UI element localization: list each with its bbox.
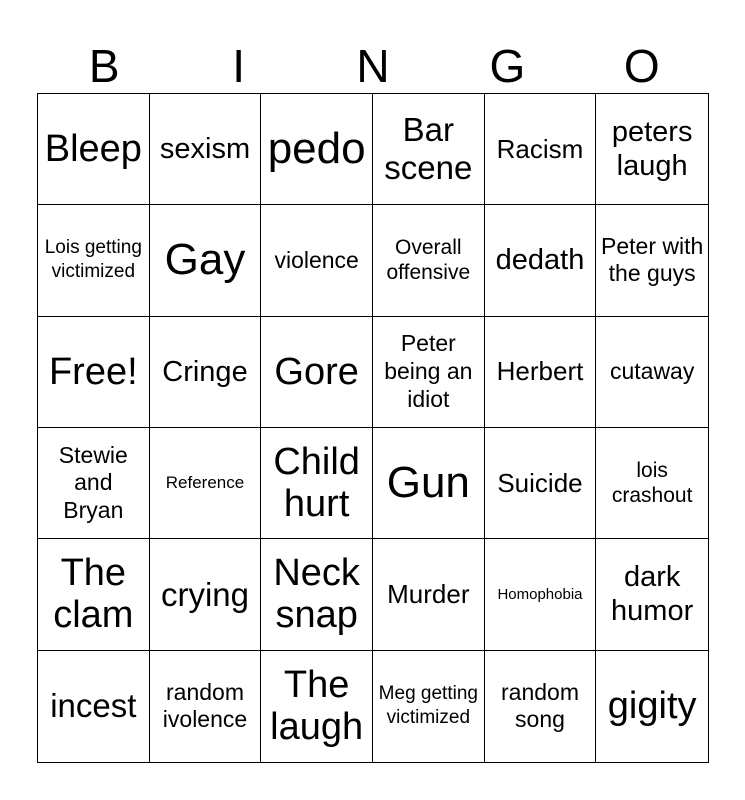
- bingo-cell[interactable]: lois crashout: [596, 428, 708, 539]
- header-letter-g: G: [489, 40, 526, 92]
- bingo-cell[interactable]: gigity: [607, 685, 697, 728]
- bingo-cell[interactable]: Homophobia: [485, 539, 597, 650]
- header-letter-i: I: [232, 40, 245, 92]
- bingo-cell[interactable]: random ivolence: [150, 651, 262, 762]
- bingo-cell[interactable]: Gun: [373, 428, 485, 539]
- bingo-cell[interactable]: pedo: [261, 94, 373, 205]
- bingo-cell[interactable]: Stewie and Bryan: [38, 428, 150, 539]
- bingo-cell[interactable]: Gay: [150, 205, 262, 316]
- bingo-cell[interactable]: Suicide: [485, 428, 597, 539]
- bingo-cell[interactable]: The laugh: [261, 651, 373, 762]
- bingo-cell[interactable]: Meg getting victimized: [373, 651, 485, 762]
- bingo-cell[interactable]: cutaway: [596, 317, 708, 428]
- bingo-cell[interactable]: Overall offensive: [373, 205, 485, 316]
- bingo-cell[interactable]: peters laugh: [596, 94, 708, 205]
- bingo-board: [37, 93, 709, 763]
- bingo-cell[interactable]: Herbert: [485, 317, 597, 428]
- bingo-cell[interactable]: Gore: [261, 317, 373, 428]
- header-letter-o: O: [623, 40, 660, 92]
- header-letter-b: B: [88, 40, 120, 92]
- bingo-cell[interactable]: violence: [261, 205, 373, 316]
- bingo-cell[interactable]: dedath: [485, 205, 597, 316]
- bingo-cell[interactable]: sexism: [150, 94, 262, 205]
- bingo-cell[interactable]: Reference: [150, 428, 262, 539]
- bingo-cell[interactable]: Murder: [373, 539, 485, 650]
- bingo-cell[interactable]: Racism: [485, 94, 597, 205]
- bingo-cell[interactable]: Child hurt: [261, 428, 373, 539]
- bingo-cell[interactable]: dark humor: [596, 539, 708, 650]
- bingo-cell[interactable]: Lois getting victimized: [38, 205, 150, 316]
- bingo-cell[interactable]: Cringe: [150, 317, 262, 428]
- header-letter-n: N: [356, 40, 390, 92]
- bingo-cell[interactable]: Peter being an idiot: [373, 317, 485, 428]
- bingo-header: [37, 38, 709, 94]
- bingo-cell[interactable]: Peter with the guys: [596, 205, 708, 316]
- bingo-cell[interactable]: Bleep: [38, 94, 150, 205]
- bingo-cell[interactable]: crying: [150, 539, 262, 650]
- bingo-cell[interactable]: random song: [485, 651, 597, 762]
- bingo-cell[interactable]: The clam: [38, 539, 150, 650]
- bingo-cell free-space[interactable]: Free!: [38, 317, 150, 428]
- bingo-cell[interactable]: incest: [38, 651, 150, 762]
- bingo-cell[interactable]: Neck snap: [261, 539, 373, 650]
- bingo-cell[interactable]: Bar scene: [373, 94, 485, 205]
